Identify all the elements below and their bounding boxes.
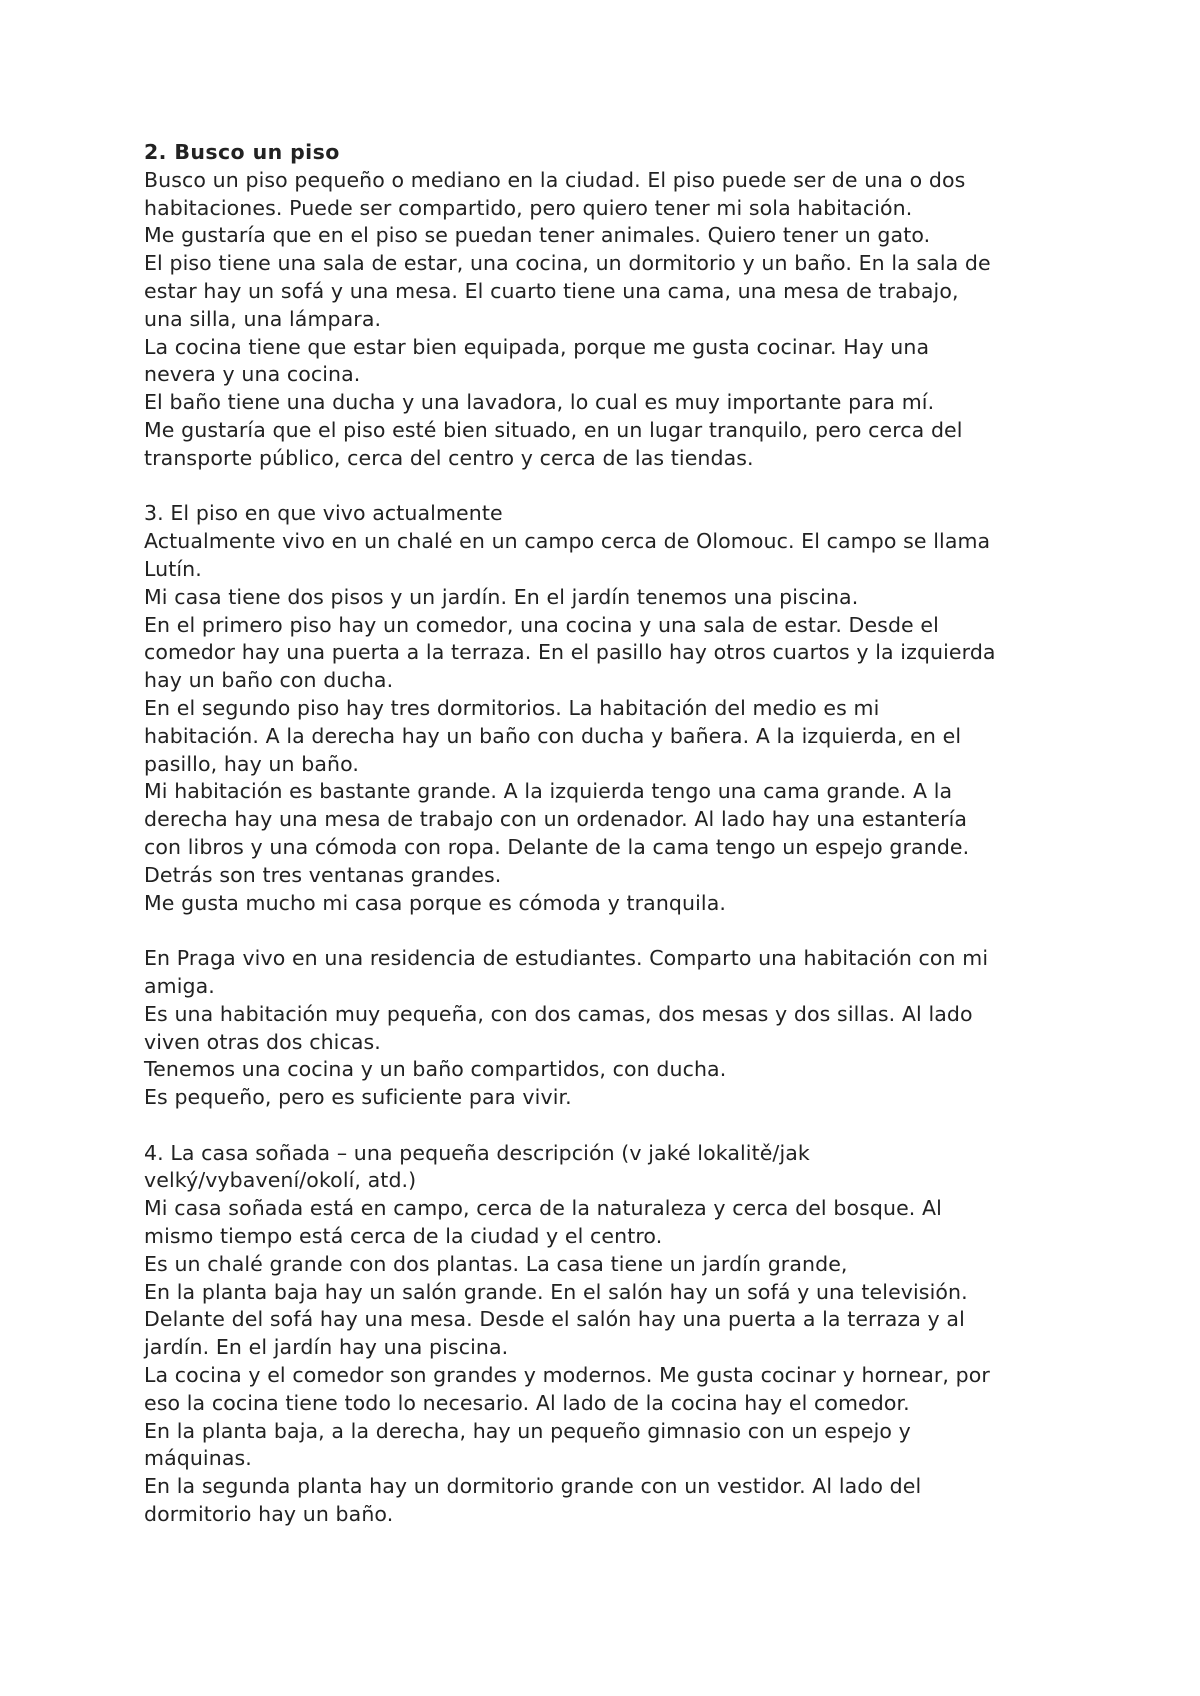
text-line: Es pequeño, pero es suficiente para vivir. [144,1085,572,1110]
text-line: dormitorio hay un baño. [144,1502,394,1527]
text-line: Es una habitación muy pequeña, con dos camas, dos mesas y dos sillas. Al lado [144,1001,973,1026]
text-line: nevera y una cocina. [144,362,361,387]
text-line: En el primero piso hay un comedor, una cocina y una sala de estar. Desde el [144,612,939,637]
paragraph-gap [144,1112,1084,1140]
section-4-body [144,1195,1084,1529]
text-line: viven otras dos chicas. [144,1029,381,1054]
text-line: Me gustaría que en el piso se puedan tener animales. Quiero tener un gato. [144,223,931,248]
text-line: Tenemos una cocina y un baño compartidos, con ducha. [144,1057,727,1082]
section-3-heading: 3. El piso en que vivo actualmente [144,501,503,526]
text-line: estar hay un sofá y una mesa. El cuarto tiene una cama, una mesa de trabajo, [144,278,959,303]
text-line: Mi casa soñada está en campo, cerca de la naturaleza y cerca del bosque. Al [144,1196,942,1221]
section-3-body [144,528,1084,917]
paragraph-gap [144,473,1084,501]
text-line: Actualmente vivo en un chalé en un campo cerca de Olomouc. El campo se llama [144,529,991,554]
text-line: eso la cocina tiene todo lo necesario. Al lado de la cocina hay el comedor. [144,1390,910,1415]
section-2-body [144,167,1084,473]
text-line: Me gusta mucho mi casa porque es cómoda y tranquila. [144,890,727,915]
text-line: El baño tiene una ducha y una lavadora, lo cual es muy importante para mí. [144,390,935,415]
section-2-heading: 2. Busco un piso [144,140,340,164]
text-line: jardín. En el jardín hay una piscina. [144,1335,509,1360]
text-line: Detrás son tres ventanas grandes. [144,862,502,887]
text-line: amiga. [144,973,215,998]
text-line: La cocina y el comedor son grandes y modernos. Me gusta cocinar y hornear, por [144,1363,990,1388]
text-line: En la segunda planta hay un dormitorio grande con un vestidor. Al lado del [144,1474,922,1499]
text-line: comedor hay una puerta a la terraza. En el pasillo hay otros cuartos y la izquierda [144,640,996,665]
text-line: Me gustaría que el piso esté bien situado, en un lugar tranquilo, pero cerca del [144,417,963,442]
section-4-heading-line-2: velký/vybavení/okolí, atd.) [144,1168,417,1193]
text-line: En la planta baja hay un salón grande. En el salón hay un sofá y una televisión. [144,1279,968,1304]
text-line: con libros y una cómoda con ropa. Delante de la cama tengo un espejo grande. [144,834,970,859]
text-line: habitación. A la derecha hay un baño con ducha y bañera. A la izquierda, en el [144,723,962,748]
text-line: En Praga vivo en una residencia de estudiantes. Comparto una habitación con mi [144,946,989,971]
text-line: Busco un piso pequeño o mediano en la ciudad. El piso puede ser de una o dos [144,167,966,192]
text-line: Mi habitación es bastante grande. A la izquierda tengo una cama grande. A la [144,779,953,804]
text-line: mismo tiempo está cerca de la ciudad y el centro. [144,1224,663,1249]
text-line: Es un chalé grande con dos plantas. La casa tiene un jardín grande, [144,1251,848,1276]
text-line: En el segundo piso hay tres dormitorios. La habitación del medio es mi [144,695,880,720]
text-line: derecha hay una mesa de trabajo con un ordenador. Al lado hay una estantería [144,807,968,832]
section-3b-body [144,945,1084,1112]
text-line: El piso tiene una sala de estar, una cocina, un dormitorio y un baño. En la sala de [144,251,991,276]
text-line: La cocina tiene que estar bien equipada, porque me gusta cocinar. Hay una [144,334,930,359]
text-line: transporte público, cerca del centro y cerca de las tiendas. [144,445,754,470]
text-line: Mi casa tiene dos pisos y un jardín. En el jardín tenemos una piscina. [144,584,859,609]
text-line: habitaciones. Puede ser compartido, pero quiero tener mi sola habitación. [144,195,913,220]
text-line: Lutín. [144,556,202,581]
section-4-heading-line-1: 4. La casa soñada – una pequeña descripción (v jaké lokalitě/jak [144,1140,810,1165]
text-line: pasillo, hay un baño. [144,751,359,776]
text-line: En la planta baja, a la derecha, hay un pequeño gimnasio con un espejo y [144,1418,911,1443]
text-line: máquinas. [144,1446,252,1471]
text-line: hay un baño con ducha. [144,668,394,693]
paragraph-gap [144,917,1084,945]
text-line: Delante del sofá hay una mesa. Desde el salón hay una puerta a la terraza y al [144,1307,965,1332]
document-page [144,139,1084,1529]
text-line: una silla, una lámpara. [144,306,382,331]
